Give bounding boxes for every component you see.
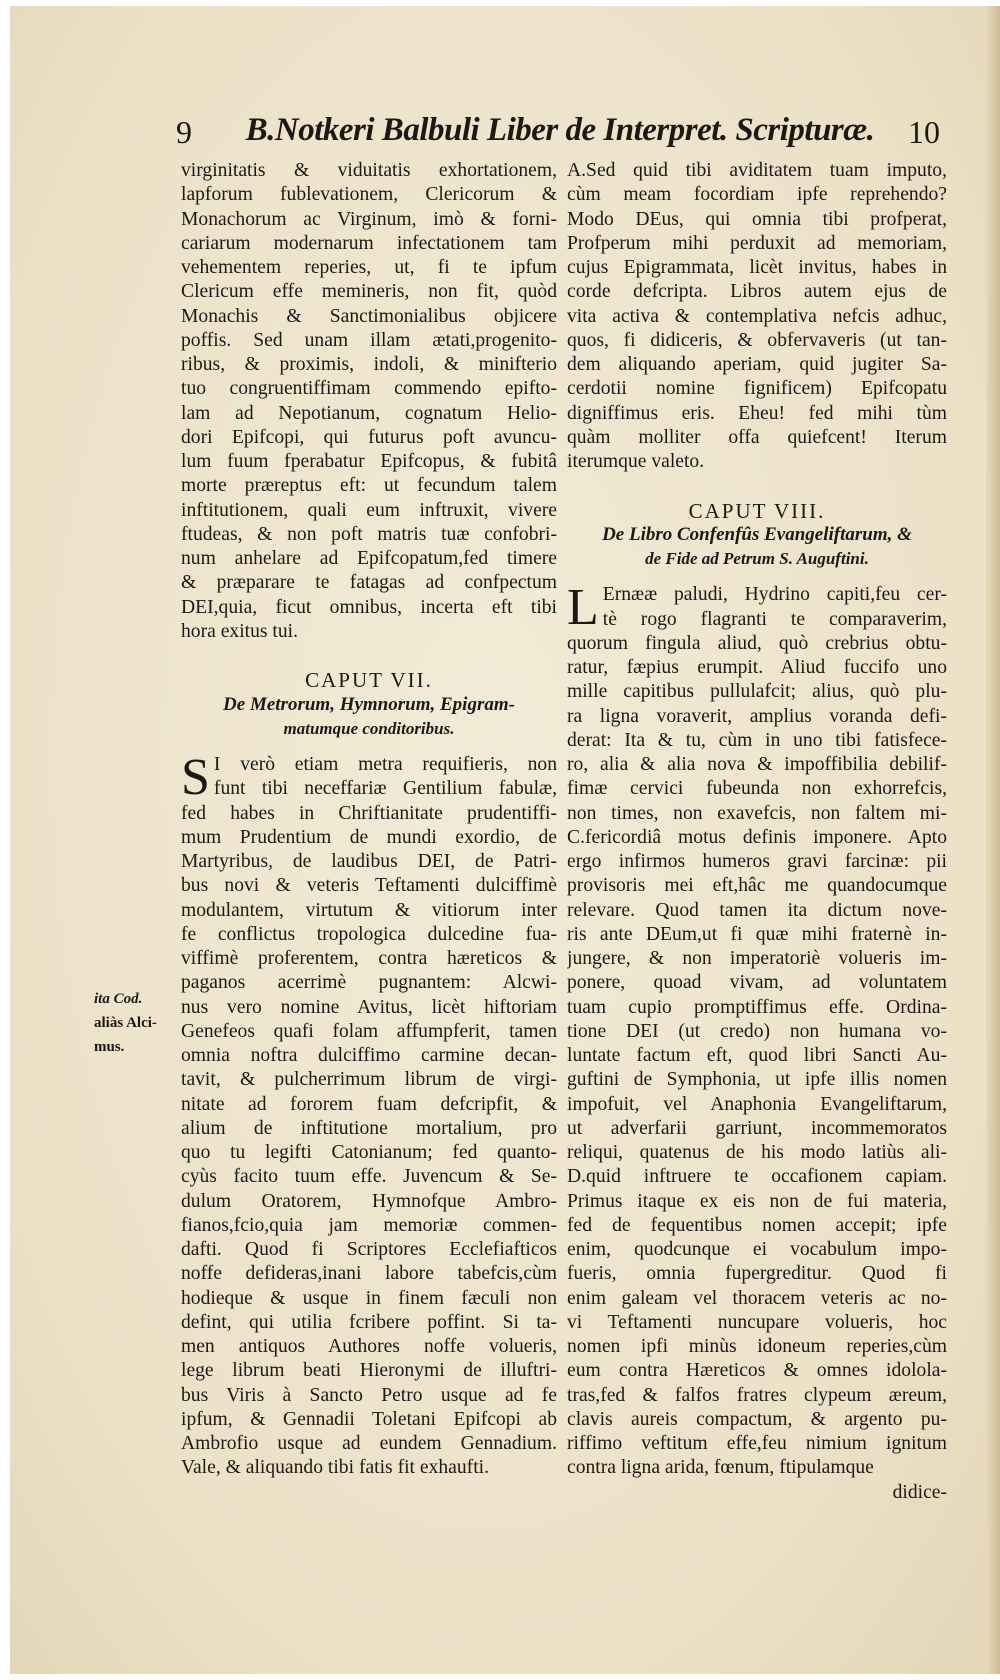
text-line: tè rogo flagranti te comparaverim, [602,608,947,630]
text-line: ipfum, & Gennadii Toletani Epifcopi ab [181,1408,557,1430]
text-line: tuam cupio promptiffimus effe. Ordina- [567,996,947,1018]
text-line: Ambrofio usque ad eundem Gennadium. [181,1433,557,1454]
text-line: nus vero nomine Avitus, licèt hiftoriam [181,996,557,1018]
right-column [567,159,947,1505]
chapter-8-heading: CAPUT VIII. [688,498,826,523]
text-line: dulum Oratorem, Hymnofque Ambro- [181,1190,557,1212]
text-line: ribus, & proximis, indoli, & minifterio [181,354,557,375]
page-number-right: 10 [908,114,940,150]
text-line: quàm molliter offa quiefcent! Iterum [567,426,947,448]
text-line: enim galeam vel thoracem veteris ac no- [567,1287,947,1309]
text-line: riffimo veftitum effe,feu nimium ignitum [567,1433,947,1454]
text-line: A.Sed quid tibi aviditatem tuam imputo, [567,160,947,181]
text-line: cariarum modernarum infectationem tam [181,232,557,254]
text-line: cùm meam focordiam ipfe reprehendo? [567,184,947,206]
chapter-7-subtitle-1: De Metrorum, Hymnorum, Epigram- [223,693,515,715]
text-line: cyùs facito tuum effe. Juvencum & Se- [181,1166,557,1188]
book-page [10,6,1000,1674]
text-line: nomen ipfi minùs idoneum reperies,cùm [567,1336,947,1357]
text-line: Genefeos quafi folam affumpferit, tamen [181,1020,557,1042]
text-line: lapforum fublevationem, Clericorum & [181,184,557,206]
page-gutter [986,6,1000,1674]
text-line: ris ante DEum,ut fi quæ mihi fraternè in- [567,923,947,945]
text-line: Vale, & aliquando tibi fatis fit exhaufti. [181,1457,489,1479]
text-line: enim, quodcunque ei vocabulum impo- [567,1239,947,1260]
text-line: tavit, & pulcherrimum librum de virgi- [181,1069,557,1091]
left-column [181,159,557,1481]
text-line: ro, alia & alia nova & impoffibilia debilif- [567,754,947,775]
text-line: relevare. Quod tamen ita dictum nove- [567,899,947,921]
text-line: alium de inftitutione mortalium, pro [181,1117,557,1139]
text-line: impofuit, vel Anaphonia Evangeliftarum, [567,1093,947,1115]
text-line: Modo DEus, qui omnia tibi profperat, [567,208,947,230]
text-line: quo tu legifti Catonianum; fed quanto- [181,1142,557,1163]
left-text-block-2 [181,749,557,1481]
text-line: vita activa & contemplativa nefcis adhuc, [567,305,947,327]
text-line: hodieque & usque in finem fæculi non [181,1287,557,1309]
text-line: lam ad Nepotianum, cognatum Helio- [181,402,557,424]
text-line: bus novi & veteris Teftamenti dulciffimè [181,875,557,897]
margin-note-line-2: aliàs Alci- [94,1015,157,1031]
text-line: ftudeas, & non poft matris tuæ confobri- [181,523,557,545]
text-line: cerdotii nomine fignificem) Epifcopatu [567,378,947,400]
text-line: morte præreptus eft: ut fecundum talem [181,475,557,497]
text-line: quorum fingula aliud, quò crebrius obtu- [567,632,947,654]
text-line: fed habes in Chriftianitate prudentiffi- [181,802,557,824]
text-line: num anhelare ad Epifcopatum,fed timere [181,548,557,569]
chapter-7-heading: CAPUT VII. [305,668,433,693]
text-line: ra ligna voraverit, amplius voranda defi- [567,705,947,727]
text-line: fed de fequentibus nomen accepit; ipfe [567,1214,947,1236]
text-line: lege librum beati Hieronymi de illuftri- [181,1360,557,1382]
text-line: iterumque valeto. [567,451,705,472]
text-line: Ernææ paludi, Hydrino capiti,feu cer- [602,584,947,606]
margin-note [94,987,157,1059]
text-line: ponere, quoad vivam, ad voluntatem [567,972,947,994]
text-line: vi Teftamenti nuncupare volueris, hoc [567,1311,947,1333]
text-line: omnia noftra dulciffimo carmine decan- [181,1045,557,1066]
text-line: dori Epifcopi, qui futurus poft avuncu- [181,426,557,448]
text-line: inftitutionem, quali eum inftruxit, vivere [181,499,557,521]
text-line: & præparare te fatagas ad confpectum [181,572,557,594]
text-line: mum Prudentium de mundi exordio, de [181,826,557,848]
text-line: tuo congruentiffimam commendo epifto- [181,378,557,400]
text-line: non times, non exavefcis, non faltem mi- [567,802,947,824]
text-line: Monachis & Sanctimonialibus objicere [181,305,557,327]
text-line: dem aliquando aperiam, quid jugiter Sa- [567,354,947,375]
text-line: nitate ad fororem fuam defcripfit, & [181,1093,557,1115]
text-line: paganos acerrimè pugnantem: Alcwi- [181,972,557,994]
text-line: clavis aureis compactum, & argento pu- [567,1408,947,1430]
text-line: tione DEI (ut credo) non humana vo- [567,1020,947,1042]
right-text-block-1 [567,159,947,474]
text-line: C.fericordiâ motus definis imponere. Apto [567,826,947,848]
text-line: bus Viris à Sancto Petro usque ad fe [181,1384,557,1406]
text-line: Martyribus, de laudibus DEI, de Patri- [181,851,557,872]
text-line: ratur, fæpius erumpit. Aliud fuccifo uno [567,657,947,678]
drop-cap-s: S [181,749,210,806]
chapter-8-subtitle-1: De Libro Confenfûs Evangeliftarum, & [602,523,912,545]
text-line: D.quid inftruere te occafionem capiam. [567,1166,947,1188]
chapter-8-subtitle-2: de Fide ad Petrum S. Auguftini. [645,549,869,568]
margin-note-line-1: ita Cod. [94,991,143,1007]
text-line: eum contra Hæreticos & omnes idolola- [567,1360,947,1382]
text-line: mille capitibus pullulafcit; alius, quò plu- [567,681,947,703]
chapter-7-subtitle-2: matumque conditoribus. [283,718,455,738]
text-line: cujus Epigrammata, licèt invitus, habes in [567,257,947,278]
text-line: derat: Ita & tu, cùm in uno tibi fatisfece- [567,729,947,751]
text-line: virginitatis & viduitatis exhortationem, [181,160,557,181]
text-line: fueris, omnia fupergreditur. Quod fi [567,1263,947,1285]
text-line: Profperum mihi perduxit ad memoriam, [567,232,947,254]
text-line: fianos,fcio,quia jam memoriæ commen- [181,1214,557,1236]
text-line: men antiquos Authores noffe volueris, [181,1336,557,1357]
text-line: DEI,quia, ficut omnibus, incerta eft tibi [181,596,557,618]
text-line: reliqui, quatenus de his modo latiùs ali- [567,1142,947,1163]
text-line: quos, fi didiceris, & obfervaveris (ut tan- [567,329,947,351]
text-line: modulantem, virtutum & vitiorum inter [181,899,557,921]
text-line: Primus itaque ex eis non de fui materia, [567,1190,947,1212]
margin-note-line-3: mus. [94,1039,125,1055]
text-line: defint, qui utilia fcribere poffint. Si ta- [181,1311,557,1333]
text-line: lum fuum fperabatur Epifcopus, & fubitâ [181,451,557,472]
text-line: Monachorum ac Virginum, imò & forni- [181,208,557,230]
text-line: funt tibi neceffariæ Gentilium fabulæ, [213,778,557,800]
text-line: luntate factum eft, quod libri Sancti Au- [567,1045,947,1066]
text-line: corde defcripta. Libros autem ejus de [567,281,947,303]
text-line: dafti. Quod fi Scriptores Ecclefiafticos [181,1239,557,1260]
text-line: guftini de Symphonia, ut ipfe illis nomen [567,1069,947,1091]
running-header [170,114,940,158]
text-line: contra ligna arida, fœnum, ftipulamque [567,1457,874,1479]
text-line: ergo infirmos humeros gravi farcinæ: pii [567,851,947,872]
text-line: provisoris mei eft,hâc me quandocumque [567,875,947,897]
drop-cap-l: L [567,579,599,637]
left-text-block-1 [181,159,557,644]
text-line: digniffimus eris. Eheu! fed mihi tùm [567,402,947,424]
text-line: noffe defideras,inani labore tabefcis,cùm [181,1263,557,1285]
text-line: hora exitus tui. [181,620,298,642]
text-line: poffis. Sed unam illam ætati,progenito- [181,329,557,351]
text-line: jungere, & non imperatoriè volueris im- [567,948,947,969]
catchword: didice- [892,1481,947,1503]
text-line: ut adverfarii garriunt, incommemoratos [567,1117,947,1139]
text-line: tras,fed & falfos fratres clypeum æreum, [567,1384,947,1406]
running-title: B.Notkeri Balbuli Liber de Interpret. Scripturæ. [245,112,875,148]
text-line: fe conflictus tropologica dulcedine fua- [181,923,557,945]
text-line: fimæ cervici fubeunda non exhorrefcis, [567,778,947,800]
page-number-left: 9 [176,114,192,150]
text-line: I verò etiam metra requifieris, non [213,754,557,775]
right-text-block-2 [567,579,947,1480]
text-line: vehementem reperies, ut, fi te ipfum [181,257,557,278]
text-line: Clericum effe memineris, non fit, quòd [181,281,557,303]
text-line: viffimè proferentem, contra hæreticos & [181,948,557,969]
